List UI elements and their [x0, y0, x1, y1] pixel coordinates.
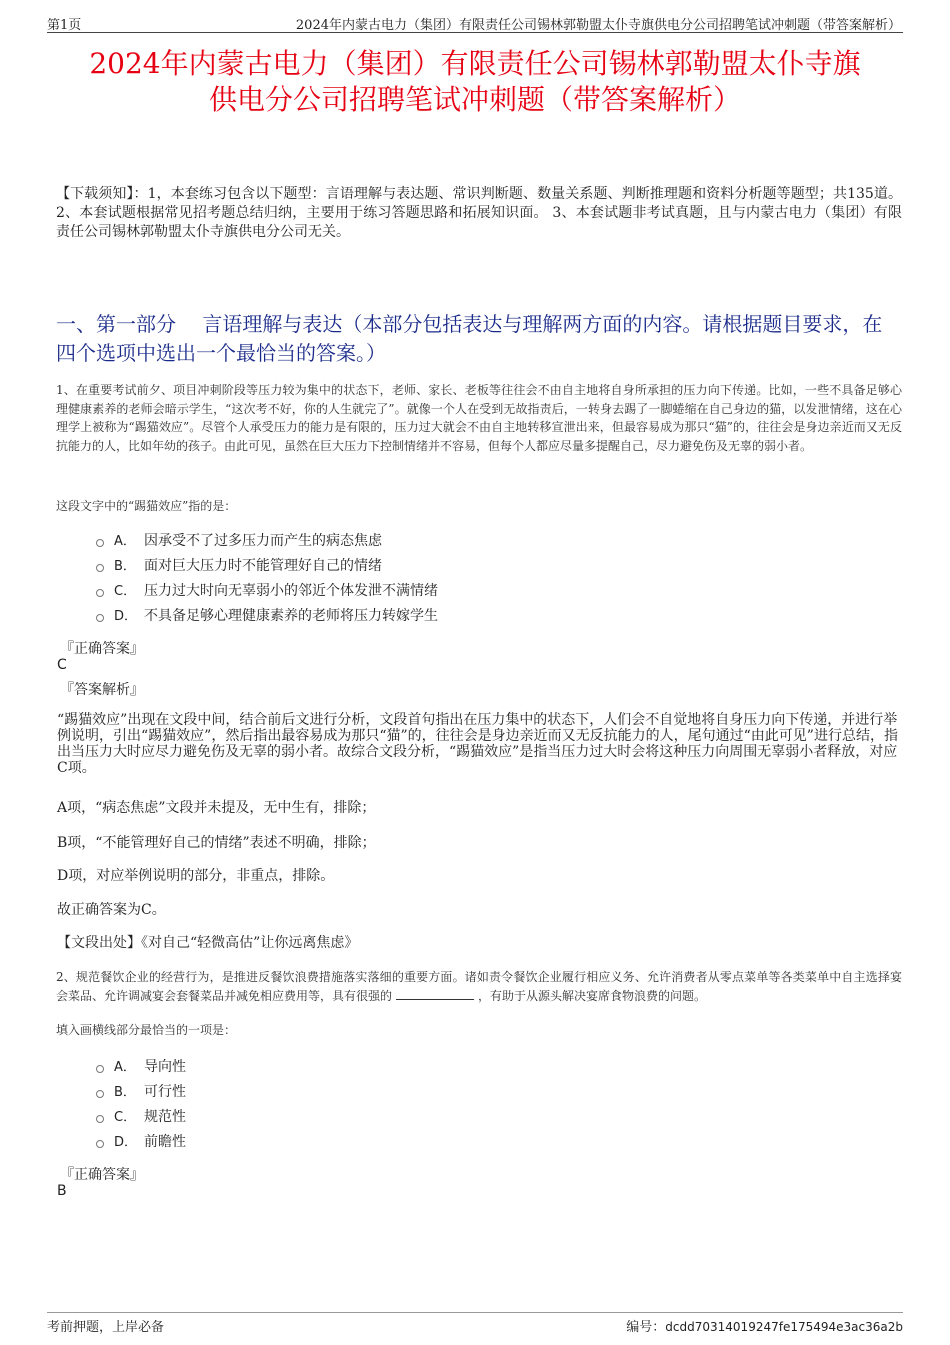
q1-option-d[interactable]: D． 不具备足够心理健康素养的老师将压力转嫁学生: [96, 604, 438, 629]
q2-text: 2、规范餐饮企业的经营行为，是推进反餐饮浪费措施落实落细的重要方面。诸如责令餐饮企业履行相应义务、允许消费者从零点菜单等各类菜单中自主选择宴会菜品、允许调减宴会套餐菜品并减免相应费用等，具有很强的 ，有助于从源头解决宴席食物浪费的问题。: [56, 970, 902, 1003]
q1-text: 1、在重要考试前夕、项目冲刺阶段等压力较为集中的状态下，老师、家长、老板等往往会不由自主地将自身所承担的压力向下传递。比如，一些不具备足够心理健康素养的老师会暗示学生，“这次考不好，你的人生就完了”。就像一个人在受到无故指责后，一转身去踢了一脚蜷缩在自己身边的猫，以发泄情绪，这在心理学上被称为“踢猫效应”。尽管个人承受压力的能力是有限的，压力过大就会不由自主地转移宣泄出来，但最容易成为那只“猫”的，往往会是身边亲近而又无反抗能力的人，比如年幼的孩子。由此可见，虽然在巨大压力下控制情绪并不容易，但每个人都应尽量多提醒自己，尽力避免伤及无辜的弱小者。: [56, 383, 902, 453]
radio-icon[interactable]: [96, 1115, 104, 1123]
q1-options: [96, 529, 438, 629]
q2-option-c[interactable]: C． 规范性: [96, 1105, 186, 1130]
q1-analysis-a: A项，“病态焦虑”文段并未提及，无中生有，排除；: [57, 800, 376, 816]
radio-icon[interactable]: [96, 539, 104, 547]
footer-code: 编号：dcdd70314019247fe175494e3ac36a2b: [626, 1320, 903, 1335]
q2-option-d[interactable]: D． 前瞻性: [96, 1130, 186, 1155]
q2-option-b[interactable]: B． 可行性: [96, 1080, 186, 1105]
q1-answer-label: 『正确答案』: [60, 641, 144, 657]
title-line-1: 2024年内蒙古电力（集团）有限责任公司锡林郭勒盟太仆寺旗: [89, 47, 861, 80]
section-title: 一、第一部分 言语理解与表达（本部分包括表达与理解两方面的内容。请根据题目要求，在四个选项中选出一个最恰当的答案。）: [56, 312, 883, 365]
q1-analysis-label: 『答案解析』: [60, 682, 144, 698]
radio-icon[interactable]: [96, 614, 104, 622]
radio-icon[interactable]: [96, 589, 104, 597]
radio-icon[interactable]: [96, 564, 104, 572]
radio-icon[interactable]: [96, 1065, 104, 1073]
header-doc-title: 2024年内蒙古电力（集团）有限责任公司锡林郭勒盟太仆寺旗供电分公司招聘笔试冲刺题（带答案解析）: [295, 18, 901, 33]
q1-answer: C: [57, 657, 67, 673]
q2-options: [96, 1055, 186, 1155]
radio-icon[interactable]: [96, 1090, 104, 1098]
radio-icon[interactable]: [96, 1140, 104, 1148]
q1-conclusion: 故正确答案为C。: [57, 902, 166, 918]
page-footer: [47, 1312, 903, 1333]
footer-slogan: 考前押题，上岸必备: [47, 1320, 165, 1335]
q2-option-a[interactable]: A． 导向性: [96, 1055, 186, 1080]
page-number: 第1页: [47, 18, 82, 33]
q1-analysis: “踢猫效应”出现在文段中间，结合前后文进行分析，文段首句指出在压力集中的状态下，人们会不自觉地将自身压力向下传递，并进行举例说明，引出“踢猫效应”，然后指出最容易成为那只“猫”的，往往会是身边亲近而又无反抗能力的人，尾句通过“由此可见”进行总结，指出当压力大时应尽力避免伤及无辜的弱小者。故综合文段分析，“踢猫效应”是指当压力过大时会将这种压力向周围无辜弱小者释放，对应C项。: [57, 712, 898, 776]
q2-answer-label: 『正确答案』: [60, 1167, 144, 1183]
q1-analysis-d: D项，对应举例说明的部分，非重点，排除。: [57, 868, 335, 884]
q1-option-c[interactable]: C． 压力过大时向无辜弱小的邻近个体发泄不满情绪: [96, 579, 438, 604]
document-title: [40, 46, 910, 118]
page-header: [47, 14, 903, 33]
q1-prompt: 这段文字中的“踢猫效应”指的是：: [56, 499, 237, 513]
q2-answer: B: [57, 1183, 67, 1199]
fill-blank: [396, 988, 474, 1000]
download-notice: 【下载须知】：1，本套练习包含以下题型：言语理解与表达题、常识判断题、数量关系题、判断推理题和资料分析题等题型；共135道。 2、本套试题根据常见招考题总结归纳，主要用于练习答题思路和拓展知识面。 3、本套试题非考试真题，且与内蒙古电力（集团）有限责任公司锡林郭勒盟太仆寺旗供电分公司无关。: [56, 186, 902, 240]
q1-option-b[interactable]: B． 面对巨大压力时不能管理好自己的情绪: [96, 554, 438, 579]
q1-analysis-b: B项，“不能管理好自己的情绪”表述不明确，排除；: [57, 835, 376, 851]
q1-option-a[interactable]: A． 因承受不了过多压力而产生的病态焦虑: [96, 529, 438, 554]
q2-prompt: 填入画横线部分最恰当的一项是：: [56, 1023, 237, 1037]
title-line-2: 供电分公司招聘笔试冲刺题（带答案解析）: [208, 83, 741, 116]
q1-source: 【文段出处】《对自己“轻微高估”让你远离焦虑》: [57, 935, 359, 951]
